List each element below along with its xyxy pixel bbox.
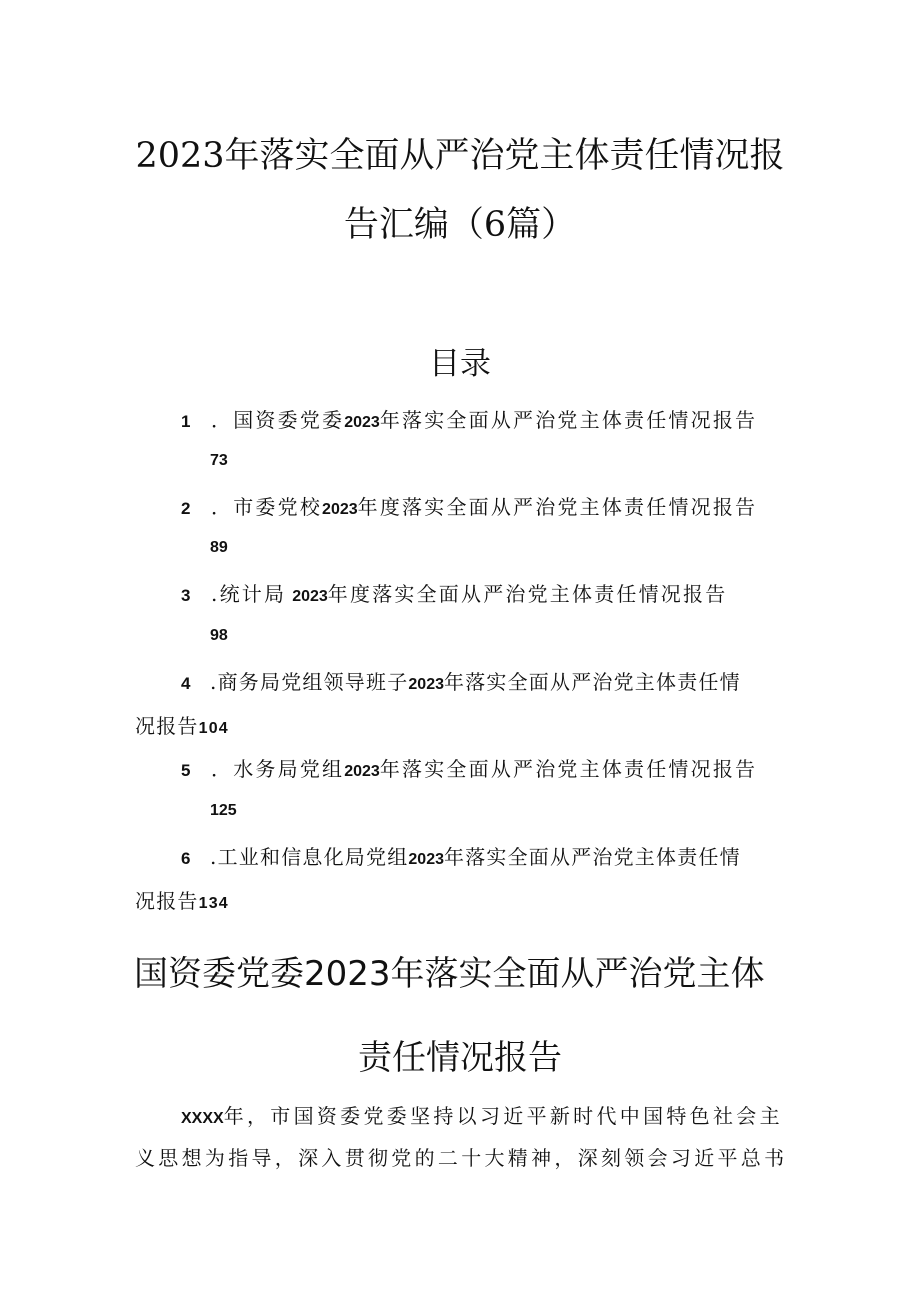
- body-paragraph-line-2: 义思想为指导，深入贯彻党的二十大精神，深刻领会习近平总书: [135, 1146, 788, 1170]
- toc-item-page-6: 134: [198, 895, 229, 912]
- toc-item-text: 统计局: [219, 582, 287, 606]
- toc-item-text-rest: 年落实全面从严治党主体责任情况报告: [379, 757, 758, 781]
- toc-item-separator: .: [210, 845, 218, 869]
- body-text: 年，市国资委党委坚持以习近平新时代中国特色社会主: [223, 1104, 783, 1128]
- toc-item-page-5: 125: [210, 802, 237, 819]
- toc-item-text: 商务局党组领导班子: [217, 670, 409, 694]
- toc-item-page-1: 73: [210, 452, 228, 469]
- toc-item-2[interactable]: [181, 491, 757, 520]
- toc-item-separator: ．: [211, 757, 234, 781]
- toc-item-number: 5: [181, 761, 191, 780]
- document-title-line-1: 2023年落实全面从严治党主体责任情况报: [135, 136, 785, 176]
- toc-item-4[interactable]: [181, 666, 741, 695]
- section-title-line-2: 责任情况报告: [358, 1038, 562, 1078]
- body-paragraph-line-1: [181, 1100, 783, 1129]
- toc-item-text-rest: 年落实全面从严治党主体责任情况报告: [379, 408, 758, 432]
- toc-item-3[interactable]: [181, 578, 727, 607]
- toc-item-year: 2023: [408, 851, 444, 868]
- toc-item-text-rest: 年度落实全面从严治党主体责任情况报告: [327, 582, 728, 606]
- document-title-line-2: 告汇编（6篇）: [343, 205, 577, 245]
- toc-item-separator: ．: [211, 408, 234, 432]
- toc-item-number: 6: [181, 849, 191, 868]
- toc-item-separator: .: [210, 670, 218, 694]
- toc-item-page-4: 104: [198, 720, 229, 737]
- toc-item-text-rest: 年落实全面从严治党主体责任情: [444, 845, 741, 869]
- toc-item-4-continuation: [135, 710, 229, 739]
- toc-item-separator: .: [211, 582, 220, 606]
- toc-item-page-2: 89: [210, 539, 228, 556]
- section-title-line-1: 国资委党委2023年落实全面从严治党主体: [134, 954, 765, 994]
- toc-item-text-rest: 年落实全面从严治党主体责任情: [444, 670, 741, 694]
- toc-item-number: 4: [181, 674, 191, 693]
- toc-item-text-cont: 况报告: [135, 714, 199, 738]
- toc-heading: 目录: [429, 346, 491, 382]
- toc-item-6[interactable]: [181, 841, 741, 870]
- toc-item-number: 1: [181, 412, 191, 431]
- toc-item-text-cont: 况报告: [135, 889, 199, 913]
- toc-item-text-rest: 年度落实全面从严治党主体责任情况报告: [357, 495, 758, 519]
- toc-item-text: 市委党校: [233, 495, 323, 519]
- toc-item-year: 2023: [344, 763, 380, 780]
- body-lead-text: XXXX: [181, 1110, 224, 1127]
- toc-item-text: 水务局党组: [233, 757, 345, 781]
- toc-item-year: 2023: [408, 676, 444, 693]
- toc-item-text: 工业和信息化局党组: [217, 845, 409, 869]
- toc-item-year: 2023: [292, 588, 328, 605]
- toc-item-1[interactable]: [181, 404, 757, 433]
- toc-item-year: 2023: [344, 414, 380, 431]
- toc-item-5[interactable]: [181, 753, 757, 782]
- toc-item-separator: ．: [211, 495, 234, 519]
- toc-item-year: 2023: [322, 501, 358, 518]
- toc-item-number: 3: [181, 586, 191, 605]
- toc-item-page-3: 98: [210, 627, 228, 644]
- toc-item-number: 2: [181, 499, 191, 518]
- toc-item-6-continuation: [135, 885, 229, 914]
- toc-item-text: 国资委党委: [233, 408, 345, 432]
